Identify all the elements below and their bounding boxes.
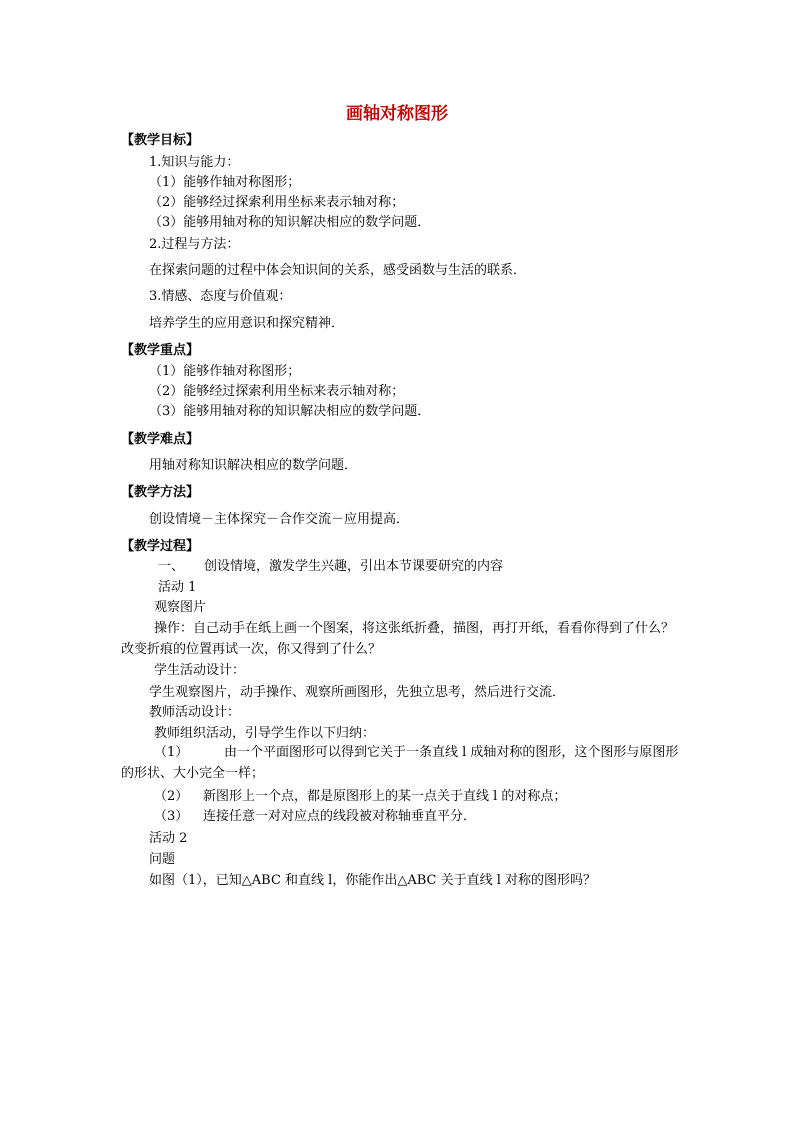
student-activity-heading: 学生活动设计：	[154, 663, 246, 678]
key-point-2: （2）能够经过探索利用坐标来表示轴对称；	[149, 384, 405, 399]
process-step-1	[158, 559, 503, 575]
question-1: 如图（1），已知△ABC 和直线 l，你能作出△ABC 关于直线 l 对称的图形吗？	[149, 873, 597, 888]
summary-2-text: 新图形上一个点，都是原图形上的某一点关于直线 l 的对称点；	[203, 789, 567, 804]
summary-1	[121, 742, 681, 784]
summary-3-text: 连接任意一对对应点的线段被对称轴垂直平分．	[203, 809, 477, 824]
page-title: 画轴对称图形	[346, 104, 448, 124]
section-heading-method: 【教学方法】	[121, 485, 200, 500]
goal-1b: （2）能够经过探索利用坐标来表示轴对称；	[149, 195, 405, 210]
goal-3a: 培养学生的应用意识和探究精神．	[149, 316, 345, 331]
summary-1-text: 由一个平面图形可以得到它关于一条直线 l 成轴对称的图形，这个图形与原图形的形状、大小完全一样；	[121, 745, 679, 781]
observe-pictures: 观察图片	[154, 600, 207, 615]
summary-2-number: （2）	[154, 789, 189, 804]
activity-2-label: 活动 2	[149, 831, 188, 846]
summary-2	[154, 789, 566, 805]
goal-2-heading: 2.过程与方法：	[149, 237, 240, 252]
goal-1c: （3）能够用轴对称的知识解决相应的数学问题．	[149, 215, 431, 230]
student-activity-text: 学生观察图片，动手操作、观察所画图形，先独立思考，然后进行交流．	[149, 685, 566, 700]
activity-1-label: 活动 1	[158, 580, 197, 595]
summary-3-number: （3）	[154, 809, 189, 824]
section-heading-goals: 【教学目标】	[121, 133, 200, 148]
key-point-3: （3）能够用轴对称的知识解决相应的数学问题．	[149, 404, 431, 419]
teacher-activity-heading: 教师活动设计：	[149, 705, 241, 720]
process-step-1-text: 创设情境，激发学生兴趣，引出本节课要研究的内容	[204, 559, 504, 574]
process-step-1-number: 一、	[158, 559, 185, 574]
key-point-1: （1）能够作轴对称图形；	[149, 364, 301, 379]
operation-paragraph: 操作：自己动手在纸上画一个图案，将这张纸折叠，描图，再打开纸，看看你得到了什么？改变折痕的位置再试一次，你又得到了什么？	[121, 621, 675, 657]
question-label: 问题	[149, 852, 176, 867]
summary-3	[154, 809, 476, 825]
goal-3-heading: 3.情感、态度与价值观：	[149, 289, 292, 304]
goal-1-heading: 1.知识与能力：	[149, 155, 240, 170]
difficulty-1: 用轴对称知识解决相应的数学问题．	[149, 458, 358, 473]
section-heading-difficulty: 【教学难点】	[121, 432, 200, 447]
goal-1a: （1）能够作轴对称图形；	[149, 175, 301, 190]
summary-1-number: （1）	[154, 745, 189, 760]
method-1: 创设情境－主体探究－合作交流－应用提高．	[149, 512, 410, 527]
section-heading-key-points: 【教学重点】	[121, 343, 200, 358]
goal-2a: 在探索问题的过程中体会知识间的关系，感受函数与生活的联系．	[149, 263, 527, 278]
section-heading-process: 【教学过程】	[121, 539, 200, 554]
teacher-activity-text: 教师组织活动，引导学生作以下归纳：	[154, 726, 376, 741]
